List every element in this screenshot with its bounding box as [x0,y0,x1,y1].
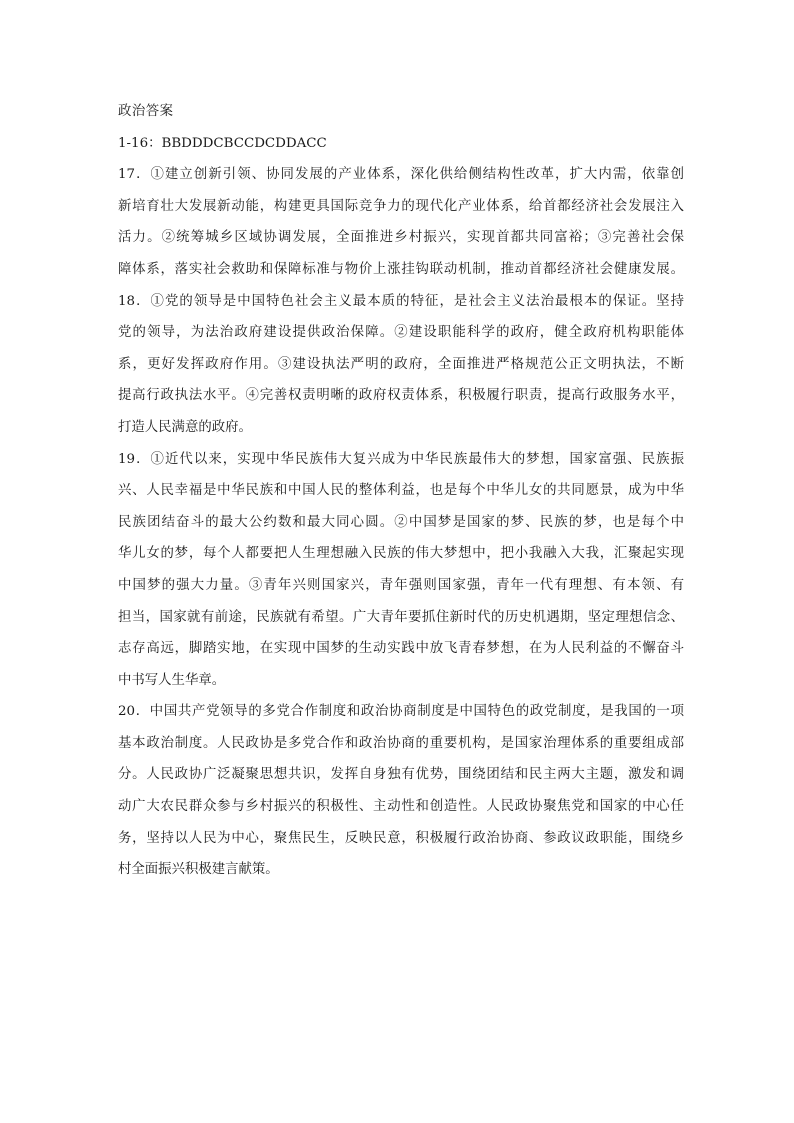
paragraph-line: 志存高远，脚踏实地，在实现中国梦的生动实践中放飞青春梦想，在为人民利益的不懈奋斗 [118,641,684,657]
multiple-choice-answers: 1-16：BBDDDCBCCDCDDACC [118,135,327,151]
answer-paragraph-17 [118,159,684,285]
paragraph-line: 系，更好发挥政府作用。③建设执法严明的政府，全面推进严格规范公正文明执法，不断 [118,356,684,372]
paragraph-line: 党的领导，为法治政府建设提供政治保障。②建设职能科学的政府，健全政府机构职能体 [118,325,684,341]
paragraph-line: 中国梦的强大力量。③青年兴则国家兴，青年强则国家强，青年一代有理想、有本领、有 [118,577,684,593]
paragraph-line: 担当，国家就有前途，民族就有希望。广大青年要抓住新时代的历史机遇期，坚定理想信念、 [118,609,684,625]
answer-paragraph-18 [118,286,684,444]
paragraph-line: 分。人民政协广泛凝聚思想共识，发挥自身独有优势，围绕团结和民主两大主题，激发和调 [118,767,684,783]
paragraph-line: 兴、人民幸福是中华民族和中国人民的整体利益，也是每个中华儿女的共同愿景，成为中华 [118,483,684,499]
document-title: 政治答案 [118,104,174,119]
paragraph-line: 中书写人生华章。 [118,672,226,688]
paragraph-line: 20．中国共产党领导的多党合作制度和政治协商制度是中国特色的政党制度，是我国的一项 [118,704,684,720]
paragraph-line: 17．①建立创新引领、协同发展的产业体系，深化供给侧结构性改革，扩大内需，依靠创 [118,167,684,183]
paragraph-line: 活力。②统筹城乡区域协调发展，全面推进乡村振兴，实现首都共同富裕；③完善社会保 [118,230,684,246]
answer-paragraph-19 [118,444,684,697]
paragraph-line: 障体系，落实社会救助和保障标准与物价上涨挂钩联动机制，推动首都经济社会健康发展。 [118,261,684,277]
paragraph-line: 民族团结奋斗的最大公约数和最大同心圆。②中国梦是国家的梦、民族的梦，也是每个中 [118,514,684,530]
answer-content [118,96,684,886]
paragraph-line: 新培育壮大发展新动能，构建更具国际竞争力的现代化产业体系，给首都经济社会发展注入 [118,198,684,214]
paragraph-line: 18．①党的领导是中国特色社会主义最本质的特征，是社会主义法治最根本的保证。坚持 [118,293,684,309]
paragraph-line: 打造人民满意的政府。 [118,419,252,435]
paragraph-line: 动广大农民群众参与乡村振兴的积极性、主动性和创造性。人民政协聚焦党和国家的中心任 [118,799,684,815]
answer-paragraph-20 [118,696,684,886]
paragraph-line: 19．①近代以来，实现中华民族伟大复兴成为中华民族最伟大的梦想，国家富强、民族振 [118,451,684,467]
paragraph-line: 村全面振兴积极建言献策。 [118,862,279,878]
paragraph-line: 提高行政执法水平。④完善权责明晰的政府权责体系，积极履行职责，提高行政服务水平， [118,388,684,404]
paragraph-line: 华儿女的梦，每个人都要把人生理想融入民族的伟大梦想中，把小我融入大我，汇聚起实现 [118,546,684,562]
paragraph-line: 务，坚持以人民为中心，聚焦民生，反映民意，积极履行政治协商、参政议政职能，围绕乡 [118,830,684,846]
paragraph-line: 基本政治制度。人民政协是多党合作和政治协商的重要机构，是国家治理体系的重要组成部 [118,735,684,751]
